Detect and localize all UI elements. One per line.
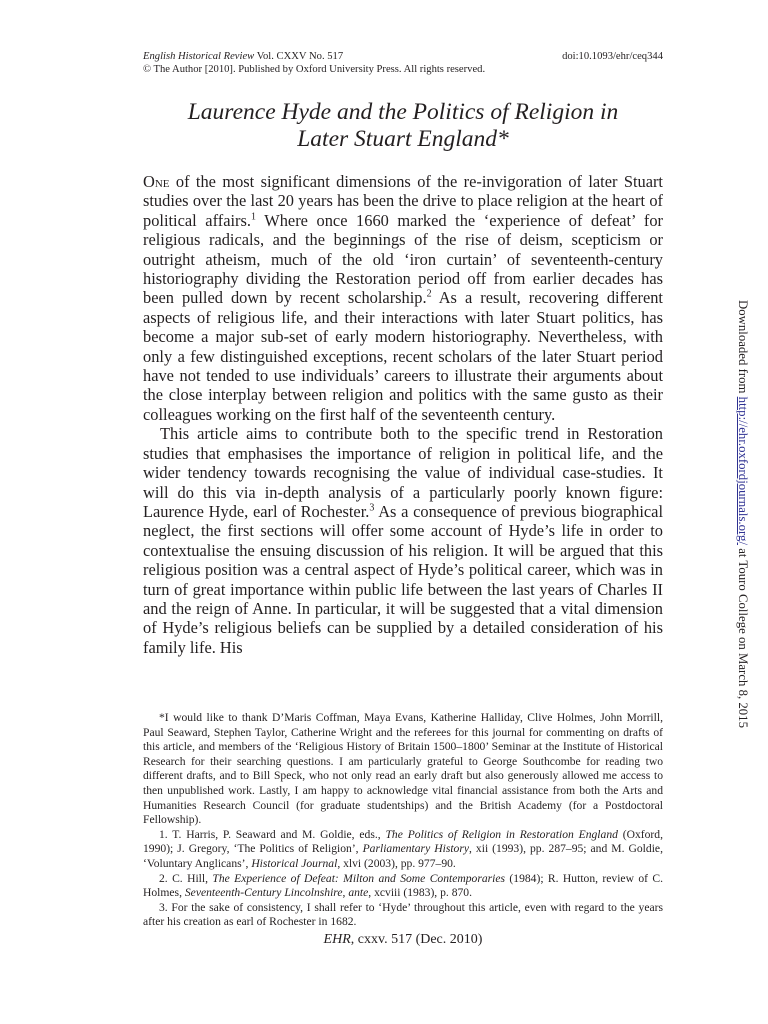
- page-footer: [143, 932, 663, 948]
- fn1-d: Parliamentary History: [362, 842, 470, 856]
- doi[interactable]: doi:10.1093/ehr/ceq344: [562, 51, 663, 62]
- p1-text-a: of the most significant dimensions of the re-invigoration of later Stuart studies over the last 20 years has been the drive to place religion at the heart of political affairs.: [143, 172, 663, 230]
- title-line-2: Later Stuart England*: [297, 126, 509, 152]
- title-line-1: Laurence Hyde and the Politics of Religion in: [187, 99, 619, 125]
- paragraph-2: [143, 424, 663, 657]
- paragraph-1: [143, 172, 663, 424]
- fn1-b: The Politics of Religion in Restoration England: [385, 827, 618, 841]
- running-header: [143, 50, 663, 76]
- p1-text-c: As a result, recovering different aspects of religious life, and their interactions with later Stuart politics, has become a major sub-set of early modern historiography. Nevertheless, with only a few distinguished exceptions, recent scholars of the later Stuart period have not tended to use individuals’ careers to illustrate their arguments about the close interplay between religion and politics with the same gusto as their colleagues working on the first half of the seventeenth century.: [143, 288, 663, 424]
- footnote-ref-3[interactable]: 3: [369, 502, 375, 514]
- download-stamp: [735, 300, 750, 728]
- footnote-2: [143, 872, 663, 901]
- footnote-ref-2[interactable]: 2: [426, 288, 432, 300]
- footer-journal: EHR: [323, 932, 351, 947]
- fn2-a: 2. C. Hill,: [159, 871, 213, 885]
- article-title: [143, 99, 663, 153]
- fn2-c: (1984); R. Hutton, review of C. Holmes,: [143, 871, 663, 900]
- fn2-f: ante: [348, 886, 369, 900]
- fn1-g: , xlvi (2003), pp. 977–90.: [337, 856, 456, 870]
- article-body: [143, 172, 663, 657]
- footnotes: [143, 711, 663, 930]
- download-prefix: Downloaded from: [736, 300, 750, 397]
- download-link[interactable]: http://ehr.oxfordjournals.org/: [736, 396, 750, 546]
- fn1-e: , xii (1993), pp. 287–95; and M. Goldie, ‘Voluntary Anglicans’,: [143, 842, 663, 870]
- fn2-e: ,: [342, 886, 349, 900]
- footnote-1: [143, 828, 663, 872]
- fn2-b: The Experience of Defeat: Milton and Some Contemporaries: [212, 871, 506, 885]
- copyright-line: © The Author [2010]. Published by Oxford University Press. All rights reserved.: [143, 64, 486, 75]
- fn1-a: 1. T. Harris, P. Seaward and M. Goldie, eds.,: [159, 827, 386, 841]
- dropword: One: [143, 172, 170, 191]
- download-suffix: at Touro College on March 8, 2015: [736, 545, 750, 728]
- journal-volume: Vol. CXXV No. 517: [256, 51, 344, 62]
- p2-text-b: As a consequence of previous biographical neglect, the first sections will offer some account of Hyde’s life in order to contextualise the ensuing discussion of his religion. It will be argued that this religious position was a central aspect of Hyde’s political career, which was in turn of great importance within public life between the last years of Charles II and the reign of Anne. In particular, it will be suggested that a vital dimension of Hyde’s religious beliefs can be supplied by a detailed consideration of his family life. His: [143, 501, 663, 657]
- fn2-g: , xcviii (1983), p. 870.: [368, 886, 472, 900]
- footnote-star: *I would like to thank D’Maris Coffman, Maya Evans, Katherine Halliday, Clive Holmes, John Morrill, Paul Seaward, Stephen Taylor, Catherine Wright and the referees for this journal for commenting on drafts of this article, and members of the ‘Religious History of Britain 1500–1800’ Seminar at the Institute of Historical Research for their searching questions. I am particularly grateful to George Southcombe for reading two different drafts, and to Bill Speck, who not only read an early draft but also generously allowed me access to then unpublished work. Lastly, I am happy to acknowledge vital financial assistance from both the Arts and Humanities Research Council (for graduate studentships) and the British Academy (for a Postdoctoral Fellowship).: [143, 711, 663, 827]
- p2-text-a: This article aims to contribute both to the specific trend in Restoration studies that emphasises the importance of religion in political life, and the wider tendency towards recognising the value of individual case-studies. It will do this via in-depth analysis of a particularly poorly known figure: Laurence Hyde, earl of Rochester.: [143, 424, 663, 521]
- fn2-d: Seventeenth-Century Lincolnshire: [184, 886, 343, 900]
- fn1-c: (Oxford, 1990); J. Gregory, ‘The Politics of Religion’,: [143, 827, 663, 856]
- footnote-ref-1[interactable]: 1: [250, 211, 256, 223]
- journal-citation: [143, 50, 343, 63]
- journal-name: English Historical Review: [143, 51, 255, 62]
- p1-text-b: Where once 1660 marked the ‘experience of defeat’ for religious radicals, and the beginnings of the rise of deism, scepticism or outright atheism, much of the old ‘iron curtain’ of seventeenth-century historiography dividing the Restoration period off from earlier decades has been pulled down by recent scholarship.: [143, 210, 663, 308]
- footer-issue: , cxxv. 517 (Dec. 2010): [350, 932, 483, 947]
- fn1-f: Historical Journal: [251, 856, 338, 870]
- footnote-3: 3. For the sake of consistency, I shall refer to ‘Hyde’ throughout this article, even with regard to the years after his creation as earl of Rochester in 1682.: [143, 900, 663, 929]
